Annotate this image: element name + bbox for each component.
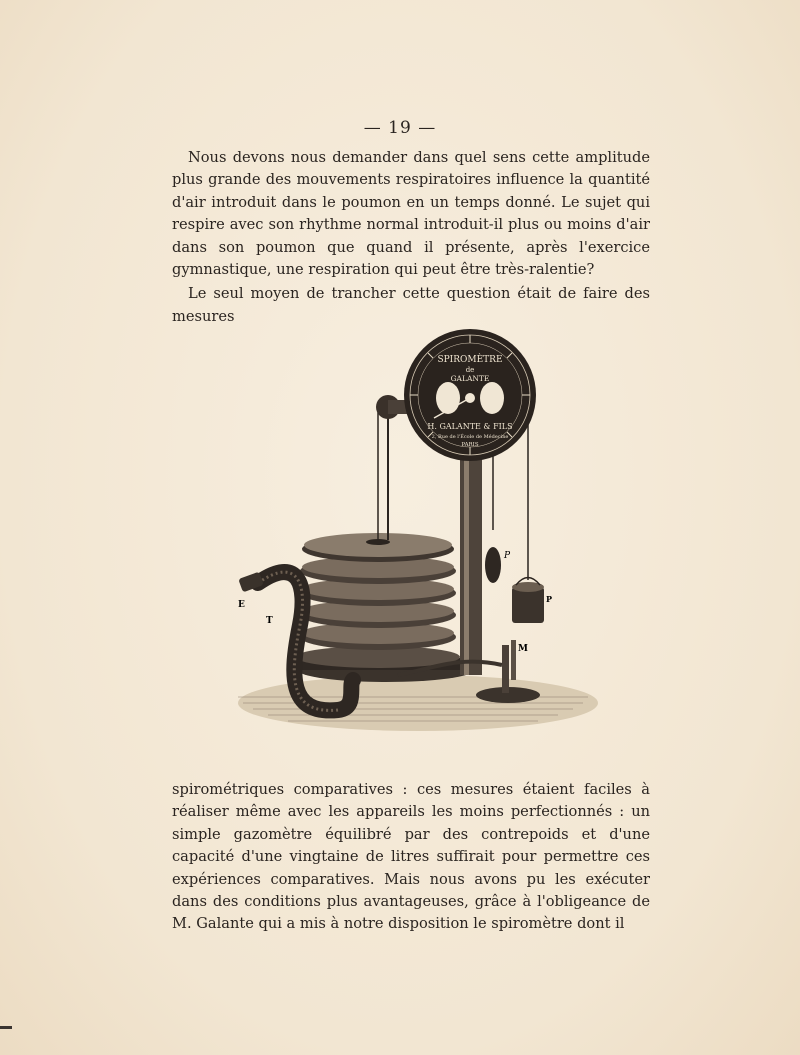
body-text-top (172, 147, 650, 328)
label-m: M (518, 644, 528, 654)
page-number: — 19 — (363, 118, 437, 138)
counterweight-pot (512, 587, 544, 623)
label-t: T (266, 616, 273, 626)
spirometer-engraving (228, 325, 598, 745)
label-e: E (238, 600, 245, 610)
bellows-stack (296, 533, 460, 668)
dial-de: de (465, 366, 475, 374)
maker-address: 2, Rue de l'École de Médecine (431, 434, 509, 440)
paragraph: Nous devons nous demander dans quel sens cette amplitude plus grande des mouvements respiratoires influence la quantité d'air introduit dans le poumon en un temps donné. Le sujet qui respire avec son rhythme normal introduit-il plus ou moins d'air dans son poumon que quand il présente, après l'exercice gymnastique, une respiration qui peut être très-ralentie? (172, 149, 650, 279)
paragraph: Le seul moyen de trancher cette question était de faire des mesures (172, 285, 650, 325)
dial-title: SPIROMÈTRE (437, 355, 503, 365)
maker-name: H. GALANTE & FILS (427, 422, 513, 431)
column (460, 455, 482, 675)
paragraph: spirométriques comparatives : ces mesures étaient faciles à réaliser même avec les appareils les moins perfectionnés : un simple gazomètre équilibré par des contrepoids et d'une capacité d'une vingtaine de litres suffirait pour permettre ces expériences comparatives. Mais nous avons pu les exécuter dans des conditions plus avantageuses, grâce à l'obligeance de M. Galante qui a mis à notre disposition le spiromètre dont il (172, 781, 650, 933)
maker-city: PARIS (461, 442, 479, 448)
label-p-lower: P (546, 594, 553, 604)
margin-mark (0, 1026, 12, 1029)
counterweight-small (485, 547, 501, 583)
manometer-tube (502, 645, 509, 693)
dial-name: GALANTE (450, 374, 490, 383)
label-p-upper: P (504, 551, 511, 561)
body-text-bottom (172, 779, 650, 936)
spirometer-illustration (228, 325, 598, 745)
